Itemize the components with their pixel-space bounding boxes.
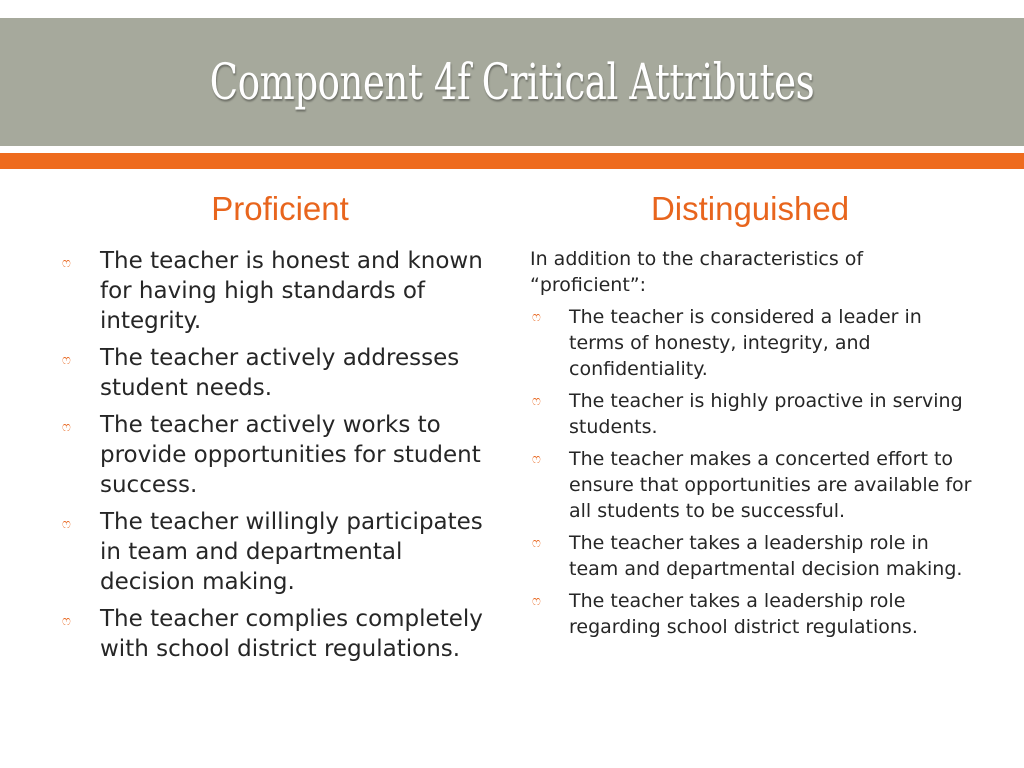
- swirl-bullet-icon: ෆ: [62, 353, 71, 368]
- list-item-text: The teacher complies completely with school district regulations.: [100, 606, 483, 662]
- list-item-text: The teacher is honest and known for having high standards of integrity.: [100, 248, 483, 334]
- distinguished-heading: Distinguished: [650, 190, 850, 227]
- list-item: [60, 410, 490, 500]
- list-item: [530, 388, 975, 440]
- list-item-text: The teacher actively works to provide opportunities for student success.: [100, 412, 481, 498]
- swirl-bullet-icon: ෆ: [62, 614, 71, 629]
- proficient-column: [60, 246, 490, 671]
- swirl-bullet-icon: ෆ: [532, 594, 541, 609]
- distinguished-intro: In addition to the characteristics of “proficient”:: [530, 248, 864, 296]
- list-item-text: The teacher takes a leadership role regarding school district regulations.: [569, 590, 918, 638]
- swirl-bullet-icon: ෆ: [532, 536, 541, 551]
- list-item: [530, 588, 975, 640]
- proficient-heading: Proficient: [211, 190, 349, 227]
- list-item-text: The teacher actively addresses student needs.: [100, 345, 460, 401]
- list-item: [530, 304, 975, 382]
- list-item: [530, 446, 975, 524]
- swirl-bullet-icon: ෆ: [532, 310, 541, 325]
- list-item: [60, 507, 490, 597]
- accent-divider: [0, 153, 1024, 169]
- list-item-text: The teacher willingly participates in team and departmental decision making.: [100, 509, 483, 595]
- swirl-bullet-icon: ෆ: [62, 256, 71, 271]
- swirl-bullet-icon: ෆ: [62, 420, 71, 435]
- slide-title: Component 4f Critical Attributes: [209, 53, 815, 111]
- list-item: [60, 604, 490, 664]
- swirl-bullet-icon: ෆ: [532, 452, 541, 467]
- proficient-list: [60, 246, 490, 664]
- list-item-text: The teacher is highly proactive in serving students.: [569, 390, 963, 438]
- list-item: [60, 246, 490, 336]
- swirl-bullet-icon: ෆ: [62, 517, 71, 532]
- list-item: [530, 530, 975, 582]
- distinguished-column: [530, 246, 975, 646]
- list-item-text: The teacher is considered a leader in terms of honesty, integrity, and confidentiality.: [569, 306, 922, 380]
- list-item-text: The teacher makes a concerted effort to ensure that opportunities are available for all students to be successful.: [569, 448, 972, 522]
- distinguished-list: [530, 304, 975, 640]
- list-item: [60, 343, 490, 403]
- list-item-text: The teacher takes a leadership role in team and departmental decision making.: [569, 532, 963, 580]
- swirl-bullet-icon: ෆ: [532, 394, 541, 409]
